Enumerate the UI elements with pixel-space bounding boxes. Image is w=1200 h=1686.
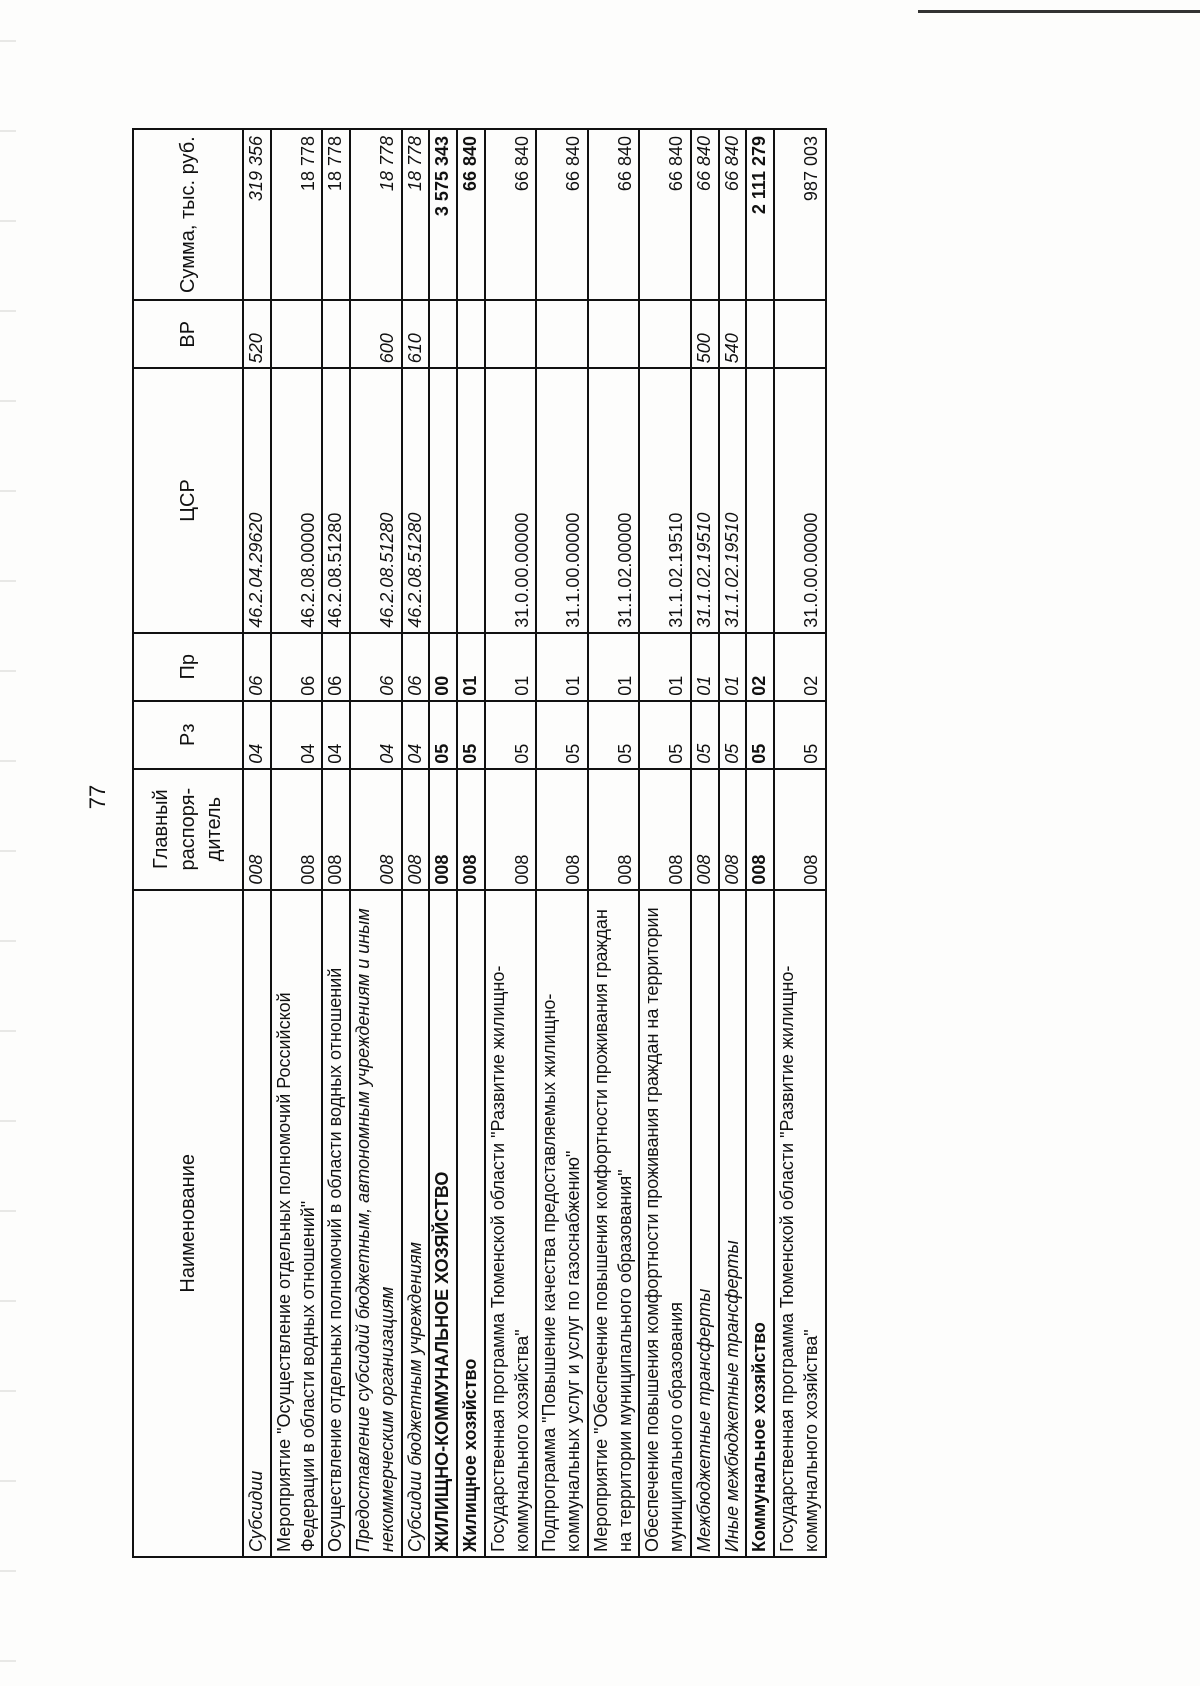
cell-pr: 01	[536, 633, 588, 701]
cell-sum: 2 111 279	[746, 129, 774, 300]
cell-name: Иные межбюджетные трансферты	[719, 890, 747, 1557]
cell-sum: 66 840	[691, 129, 719, 300]
header-pr: Пр	[133, 633, 243, 701]
cell-admin: 008	[536, 769, 588, 890]
cell-csr: 46.2.08.00000	[271, 368, 323, 632]
cell-pr: 00	[429, 633, 457, 701]
cell-rz: 04	[271, 701, 323, 769]
cell-rz: 05	[746, 701, 774, 769]
cell-name: Предоставление субсидий бюджетным, автономным учреждениям и иным некоммерческим организациям	[350, 890, 402, 1557]
cell-rz: 05	[536, 701, 588, 769]
cell-pr: 02	[746, 633, 774, 701]
table-row	[746, 129, 774, 1557]
table-row	[485, 129, 537, 1557]
cell-csr: 46.2.08.51280	[402, 368, 430, 632]
cell-rz: 05	[485, 701, 537, 769]
cell-csr: 31.1.02.19510	[691, 368, 719, 632]
table-row	[691, 129, 719, 1557]
cell-name: Мероприятие "Обеспечение повышения комфортности проживания граждан на территории муниципального образования"	[588, 890, 640, 1557]
cell-sum: 18 778	[350, 129, 402, 300]
header-vr: ВР	[133, 300, 243, 368]
header-row	[133, 129, 243, 1557]
cell-vr: 610	[402, 300, 430, 368]
cell-csr	[429, 368, 457, 632]
cell-name: Обеспечение повышения комфортности проживания граждан на территории муниципального образования	[639, 890, 691, 1557]
page-number: 77	[85, 784, 111, 810]
cell-sum: 18 778	[402, 129, 430, 300]
cell-name: Жилищное хозяйство	[457, 890, 485, 1557]
cell-rz: 04	[402, 701, 430, 769]
cell-pr: 06	[402, 633, 430, 701]
cell-pr: 02	[774, 633, 826, 701]
header-admin: Главный распоря-дитель	[133, 769, 243, 890]
cell-admin: 008	[350, 769, 402, 890]
cell-name: Субсидии бюджетным учреждениям	[402, 890, 430, 1557]
cell-csr: 46.2.08.51280	[350, 368, 402, 632]
cell-csr: 31.1.02.19510	[719, 368, 747, 632]
cell-csr	[746, 368, 774, 632]
table-row	[322, 129, 350, 1557]
cell-admin: 008	[322, 769, 350, 890]
cell-sum: 66 840	[639, 129, 691, 300]
cell-sum: 66 840	[719, 129, 747, 300]
cell-csr: 31.0.00.00000	[774, 368, 826, 632]
cell-csr: 46.2.04.29620	[243, 368, 271, 632]
cell-csr: 31.0.00.00000	[485, 368, 537, 632]
cell-rz: 05	[429, 701, 457, 769]
cell-admin: 008	[457, 769, 485, 890]
cell-vr: 500	[691, 300, 719, 368]
cell-admin: 008	[774, 769, 826, 890]
cell-pr: 01	[691, 633, 719, 701]
cell-pr: 01	[485, 633, 537, 701]
cell-rz: 04	[350, 701, 402, 769]
cell-vr	[429, 300, 457, 368]
table-row	[588, 129, 640, 1557]
cell-csr: 31.1.02.00000	[588, 368, 640, 632]
cell-name: Государственная программа Тюменской области "Развитие жилищно-коммунального хозяйства"	[774, 890, 826, 1557]
scan-border-mark	[918, 10, 1200, 13]
cell-sum: 18 778	[322, 129, 350, 300]
cell-admin: 008	[639, 769, 691, 890]
cell-vr	[746, 300, 774, 368]
rotated-table-container	[132, 128, 1032, 1558]
cell-name: ЖИЛИЩНО-КОММУНАЛЬНОЕ ХОЗЯЙСТВО	[429, 890, 457, 1557]
cell-pr: 06	[350, 633, 402, 701]
cell-name: Коммунальное хозяйство	[746, 890, 774, 1557]
cell-sum: 987 003	[774, 129, 826, 300]
cell-vr	[322, 300, 350, 368]
table-row	[774, 129, 826, 1557]
table-row	[402, 129, 430, 1557]
cell-vr	[536, 300, 588, 368]
cell-pr: 06	[271, 633, 323, 701]
table-row	[350, 129, 402, 1557]
cell-sum: 319 356	[243, 129, 271, 300]
cell-sum: 18 778	[271, 129, 323, 300]
cell-admin: 008	[271, 769, 323, 890]
cell-admin: 008	[429, 769, 457, 890]
cell-pr: 01	[639, 633, 691, 701]
cell-name: Межбюджетные трансферты	[691, 890, 719, 1557]
cell-sum: 3 575 343	[429, 129, 457, 300]
table-row	[639, 129, 691, 1557]
cell-name: Мероприятие "Осуществление отдельных полномочий Российской Федерации в области водных отношений"	[271, 890, 323, 1557]
table-row	[271, 129, 323, 1557]
table-row	[457, 129, 485, 1557]
table-row	[243, 129, 271, 1557]
table-body	[243, 129, 826, 1557]
budget-table	[132, 128, 827, 1558]
cell-pr: 01	[588, 633, 640, 701]
header-sum: Сумма, тыс. руб.	[133, 129, 243, 300]
cell-rz: 05	[774, 701, 826, 769]
cell-rz: 05	[691, 701, 719, 769]
cell-name: Субсидии	[243, 890, 271, 1557]
cell-sum: 66 840	[536, 129, 588, 300]
cell-vr: 540	[719, 300, 747, 368]
cell-sum: 66 840	[457, 129, 485, 300]
cell-csr: 31.1.02.19510	[639, 368, 691, 632]
cell-pr: 01	[457, 633, 485, 701]
cell-vr	[588, 300, 640, 368]
cell-admin: 008	[691, 769, 719, 890]
cell-csr: 31.1.00.00000	[536, 368, 588, 632]
cell-vr: 520	[243, 300, 271, 368]
table-row	[536, 129, 588, 1557]
table-row	[719, 129, 747, 1557]
header-csr: ЦСР	[133, 368, 243, 632]
cell-rz: 05	[457, 701, 485, 769]
cell-pr: 06	[243, 633, 271, 701]
cell-name: Подпрограмма "Повышение качества предоставляемых жилищно-коммунальных услуг и услуг по газоснабжению"	[536, 890, 588, 1557]
cell-rz: 04	[243, 701, 271, 769]
scan-edge	[0, 0, 16, 1686]
cell-admin: 008	[719, 769, 747, 890]
cell-sum: 66 840	[485, 129, 537, 300]
cell-admin: 008	[588, 769, 640, 890]
header-name: Наименование	[133, 890, 243, 1557]
cell-sum: 66 840	[588, 129, 640, 300]
cell-vr	[271, 300, 323, 368]
cell-admin: 008	[243, 769, 271, 890]
cell-vr	[457, 300, 485, 368]
cell-vr	[639, 300, 691, 368]
cell-vr: 600	[350, 300, 402, 368]
cell-pr: 01	[719, 633, 747, 701]
cell-rz: 05	[588, 701, 640, 769]
cell-vr	[485, 300, 537, 368]
cell-name: Государственная программа Тюменской области "Развитие жилищно-коммунального хозяйства"	[485, 890, 537, 1557]
cell-csr	[457, 368, 485, 632]
cell-rz: 04	[322, 701, 350, 769]
cell-name: Осуществление отдельных полномочий в области водных отношений	[322, 890, 350, 1557]
cell-admin: 008	[746, 769, 774, 890]
cell-rz: 05	[719, 701, 747, 769]
cell-admin: 008	[402, 769, 430, 890]
cell-csr: 46.2.08.51280	[322, 368, 350, 632]
table-row	[429, 129, 457, 1557]
header-rz: Рз	[133, 701, 243, 769]
cell-vr	[774, 300, 826, 368]
cell-admin: 008	[485, 769, 537, 890]
cell-rz: 05	[639, 701, 691, 769]
cell-pr: 06	[322, 633, 350, 701]
